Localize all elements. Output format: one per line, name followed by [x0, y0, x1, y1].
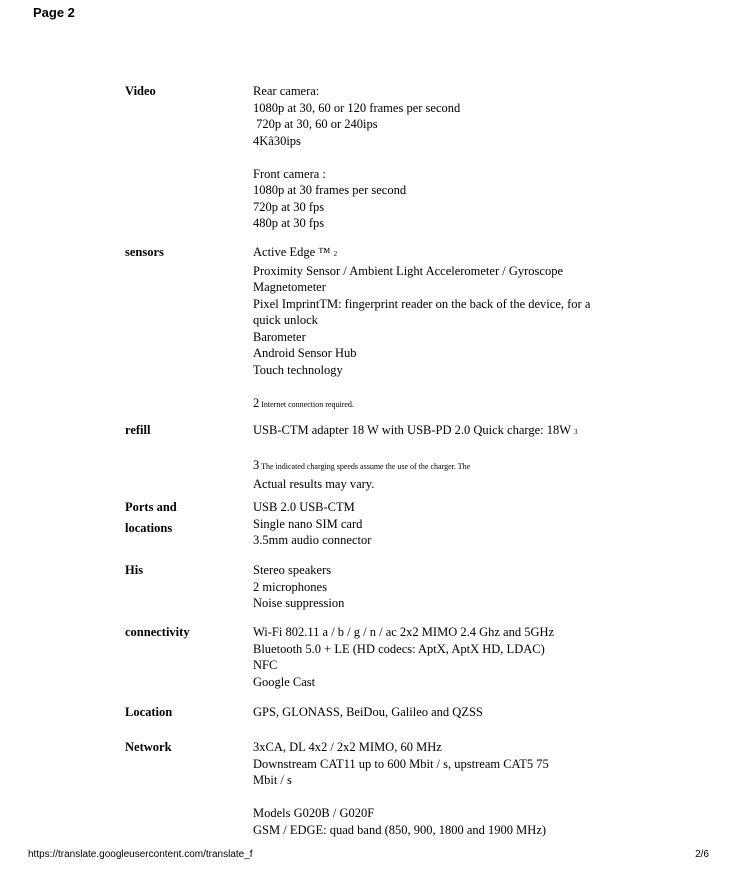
network-line: 3xCA, DL 4x2 / 2x2 MIMO, 60 MHz	[253, 740, 442, 754]
connectivity-line: NFC	[253, 658, 278, 672]
spec-value-location	[253, 704, 615, 721]
video-line-gap	[253, 149, 615, 166]
spec-label-connectivity: connectivity	[125, 625, 190, 639]
spec-value-refill	[253, 422, 615, 492]
sensor-line	[253, 244, 615, 263]
network-line: Mbit / s	[253, 773, 292, 787]
refill-text: USB-CTM adapter 18 W with USB-PD 2.0 Quick charge: 18W	[253, 423, 571, 437]
footnote-ref: 2	[333, 250, 338, 258]
his-line: Noise suppression	[253, 596, 345, 610]
refill-line	[253, 422, 615, 441]
connectivity-line: Wi-Fi 802.11 a / b / g / n / ac 2x2 MIMO 2.4 Ghz and 5GHz	[253, 625, 555, 639]
spec-label-sensors: sensors	[125, 245, 164, 259]
video-line: Rear camera:	[253, 84, 320, 98]
sensor-line: Barometer	[253, 329, 306, 344]
sensor-line: Android Sensor Hub	[253, 346, 357, 360]
footer-page-count: 2/6	[695, 849, 709, 860]
video-line: 480p at 30 fps	[253, 216, 325, 230]
spec-label-ports-line2: locations	[125, 521, 173, 535]
ports-line: 3.5mm audio connector	[253, 533, 372, 547]
network-line: GSM / EDGE: quad band (850, 900, 1800 and 1900 MHz)	[253, 822, 547, 837]
video-line: 1080p at 30, 60 or 120 frames per second	[253, 100, 461, 115]
ports-line: Single nano SIM card	[253, 516, 363, 531]
footnote-text: Internet connection required.	[261, 399, 354, 409]
sensor-line: Magnetometer	[253, 280, 326, 294]
spec-label-his: His	[125, 563, 144, 577]
network-gap	[253, 789, 615, 806]
spec-label-ports: Ports and	[125, 500, 177, 514]
page-label: Page 2	[33, 5, 75, 20]
video-line: 1080p at 30 frames per second	[253, 183, 407, 197]
spec-value-sensors	[253, 244, 615, 413]
spec-label-video: Video	[125, 84, 156, 98]
refill-footnote	[253, 457, 615, 476]
footer-url: https://translate.googleusercontent.com/translate_f	[28, 849, 253, 860]
footnote-ref: 3	[573, 428, 578, 436]
footnote-number: 2	[253, 395, 260, 410]
spec-value-video	[253, 83, 615, 232]
his-line: Stereo speakers	[253, 563, 332, 577]
spec-label-network: Network	[125, 740, 172, 754]
refill-gap	[253, 441, 615, 458]
video-line: 720p at 30, 60 or 240ips	[253, 117, 378, 131]
sensor-gap	[253, 378, 615, 395]
video-line: 4Kâ30ips	[253, 133, 301, 148]
connectivity-line: Google Cast	[253, 674, 316, 689]
footnote-number: 3	[253, 458, 260, 472]
spec-value-connectivity	[253, 624, 615, 690]
video-line: 720p at 30 fps	[253, 199, 325, 214]
sensor-line: Touch technology	[253, 362, 343, 377]
spec-label-location: Location	[125, 705, 173, 719]
spec-value-network	[253, 739, 615, 838]
sensor-line: Pixel ImprintTM: fingerprint reader on the back of the device, for a quick unlock	[253, 296, 591, 327]
footnote-text: The indicated charging speeds assume the use of the charger. The	[261, 462, 471, 471]
his-line: 2 microphones	[253, 579, 327, 594]
ports-line: USB 2.0 USB-CTM	[253, 500, 355, 514]
network-line: Downstream CAT11 up to 600 Mbit / s, upstream CAT5 75	[253, 756, 549, 771]
active-edge-text: Active Edge ™	[253, 245, 331, 259]
refill-line: Actual results may vary.	[253, 476, 375, 491]
spec-value-ports	[253, 499, 615, 549]
location-line: GPS, GLONASS, BeiDou, Galileo and QZSS	[253, 705, 483, 719]
spec-value-his	[253, 562, 615, 612]
sensor-line: Proximity Sensor / Ambient Light Accelerometer / Gyroscope	[253, 263, 564, 278]
network-line: Models G020B / G020F	[253, 806, 375, 820]
video-line: Front camera :	[253, 166, 326, 181]
sensor-footnote	[253, 395, 615, 414]
connectivity-line: Bluetooth 5.0 + LE (HD codecs: AptX, AptX HD, LDAC)	[253, 641, 545, 656]
spec-label-refill: refill	[125, 423, 151, 437]
